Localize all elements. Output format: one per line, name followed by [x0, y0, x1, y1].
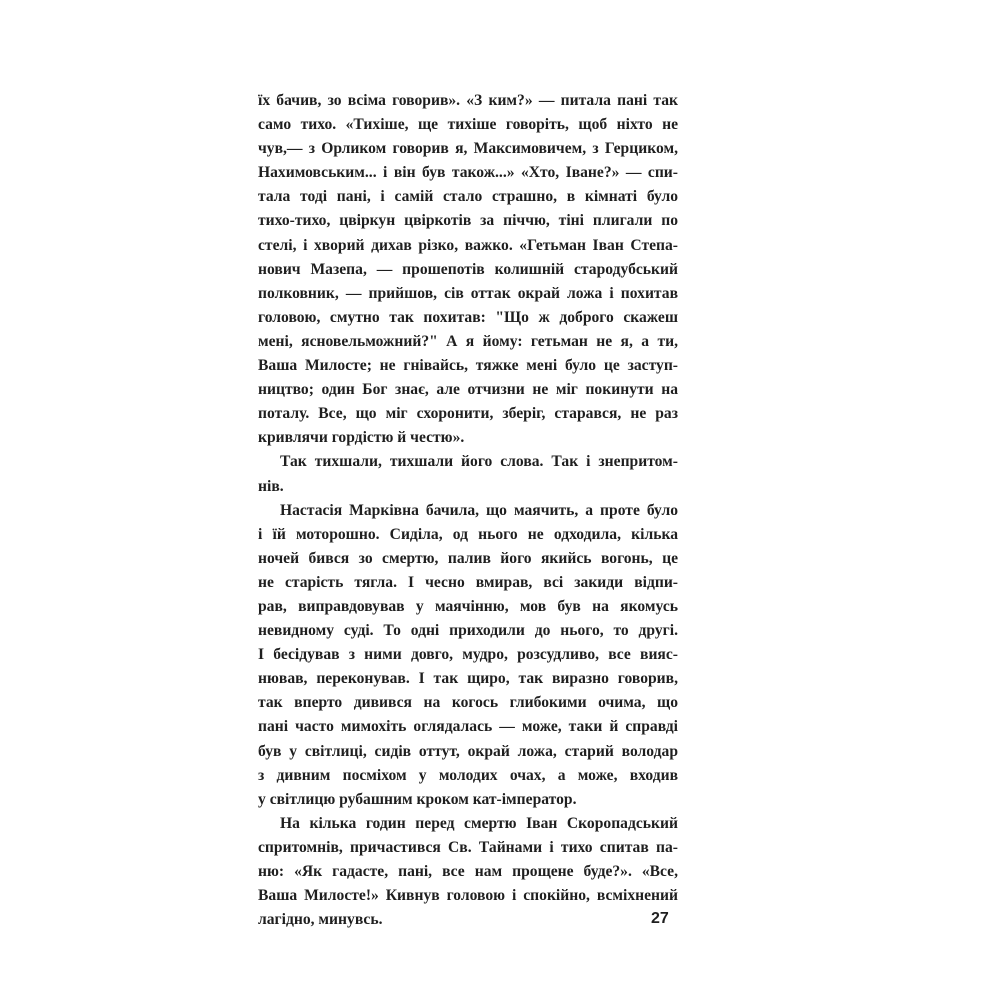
text-line: нович Мазепа, — прошепотів колишній стародубський: [258, 260, 678, 278]
text-line: спритомнів, причастився Св. Тайнами і тихо спитав па-: [258, 838, 678, 856]
text-line: І бесідував з ними довго, мудро, розсудливо, все вияс-: [258, 646, 678, 664]
text-line: лагідно, минувсь.: [258, 911, 383, 929]
text-line: так вперто дивився на когось глибокими очима, що: [258, 694, 678, 712]
text-line: ництво; один Бог знає, але отчизни не міг покинути на: [258, 381, 678, 399]
text-line: чув,— з Орликом говорив я, Максимовичем, з Герциком,: [258, 140, 678, 158]
text-line: нів.: [258, 477, 284, 495]
text-line: ню: «Як гадасте, пані, все нам прощене буде?». «Все,: [258, 863, 678, 880]
text-line: Ваша Милосте; не гнівайсь, тяжке мені було це заступ-: [258, 357, 678, 375]
text-line: тала тоді пані, і самій стало страшно, в кімнаті було: [258, 188, 678, 206]
text-line: Так тихшали, тихшали його слова. Так і знепритом-: [280, 453, 678, 471]
text-line: з дивним посміхом у молодих очах, а може, входив: [258, 766, 678, 784]
text-line: само тихо. «Тихіше, ще тихіше говоріть, щоб ніхто не: [258, 116, 678, 134]
text-line: у світлицю рубашним кроком кат-імператор.: [258, 790, 577, 808]
text-line: Настасія Марківна бачила, що маячить, а проте було: [280, 501, 678, 519]
text-line: невидному суді. То одні приходили до нього, то другі.: [258, 622, 678, 640]
text-line: не старість тягла. І чесно вмирав, всі закиди відпи-: [258, 573, 678, 591]
text-line: ночей бився зо смертю, палив його якийсь вогонь, це: [258, 549, 678, 567]
body-text: [258, 89, 678, 932]
text-line: поталу. Все, що міг схоронити, зберіг, старався, не раз: [258, 405, 678, 423]
text-line: тихо-тихо, цвіркун цвіркотів за піччю, тіні плигали по: [258, 212, 678, 230]
text-line: мені, ясновельможний?" А я йому: гетьман не я, а ти,: [258, 332, 678, 350]
text-line: рав, виправдовував у маячінню, мов був на якомусь: [258, 597, 678, 615]
text-line: і їй моторошно. Сиділа, од нього не одходила, кілька: [258, 525, 678, 543]
text-line: їх бачив, зо всіма говорив». «З ким?» — питала пані так: [258, 92, 678, 109]
text-line: кривлячи гордістю й честю».: [258, 429, 465, 447]
text-line: Нахимовським... і він був також...» «Хто, Іване?» — спи-: [258, 164, 678, 182]
text-line: полковник, — прийшов, сів оттак окрай ложа і похитав: [258, 284, 678, 302]
text-line: був у світлиці, сидів оттут, окрай ложа, старий володар: [258, 742, 678, 760]
text-line: головою, смутно так похитав: "Що ж доброго скажеш: [258, 308, 678, 326]
text-line: На кілька годин перед смертю Іван Скоропадський: [280, 814, 678, 832]
text-line: стелі, і хворий дихав різко, важко. «Гетьман Іван Степа-: [258, 236, 678, 254]
text-line: нював, переконував. І так щиро, так виразно говорив,: [258, 670, 678, 688]
text-line: Ваша Милосте!» Кивнув головою і спокійно, всміхнений: [258, 887, 678, 905]
page-number: 27: [651, 910, 669, 927]
text-line: пані часто мимохіть оглядалась — може, таки й справді: [258, 718, 678, 736]
